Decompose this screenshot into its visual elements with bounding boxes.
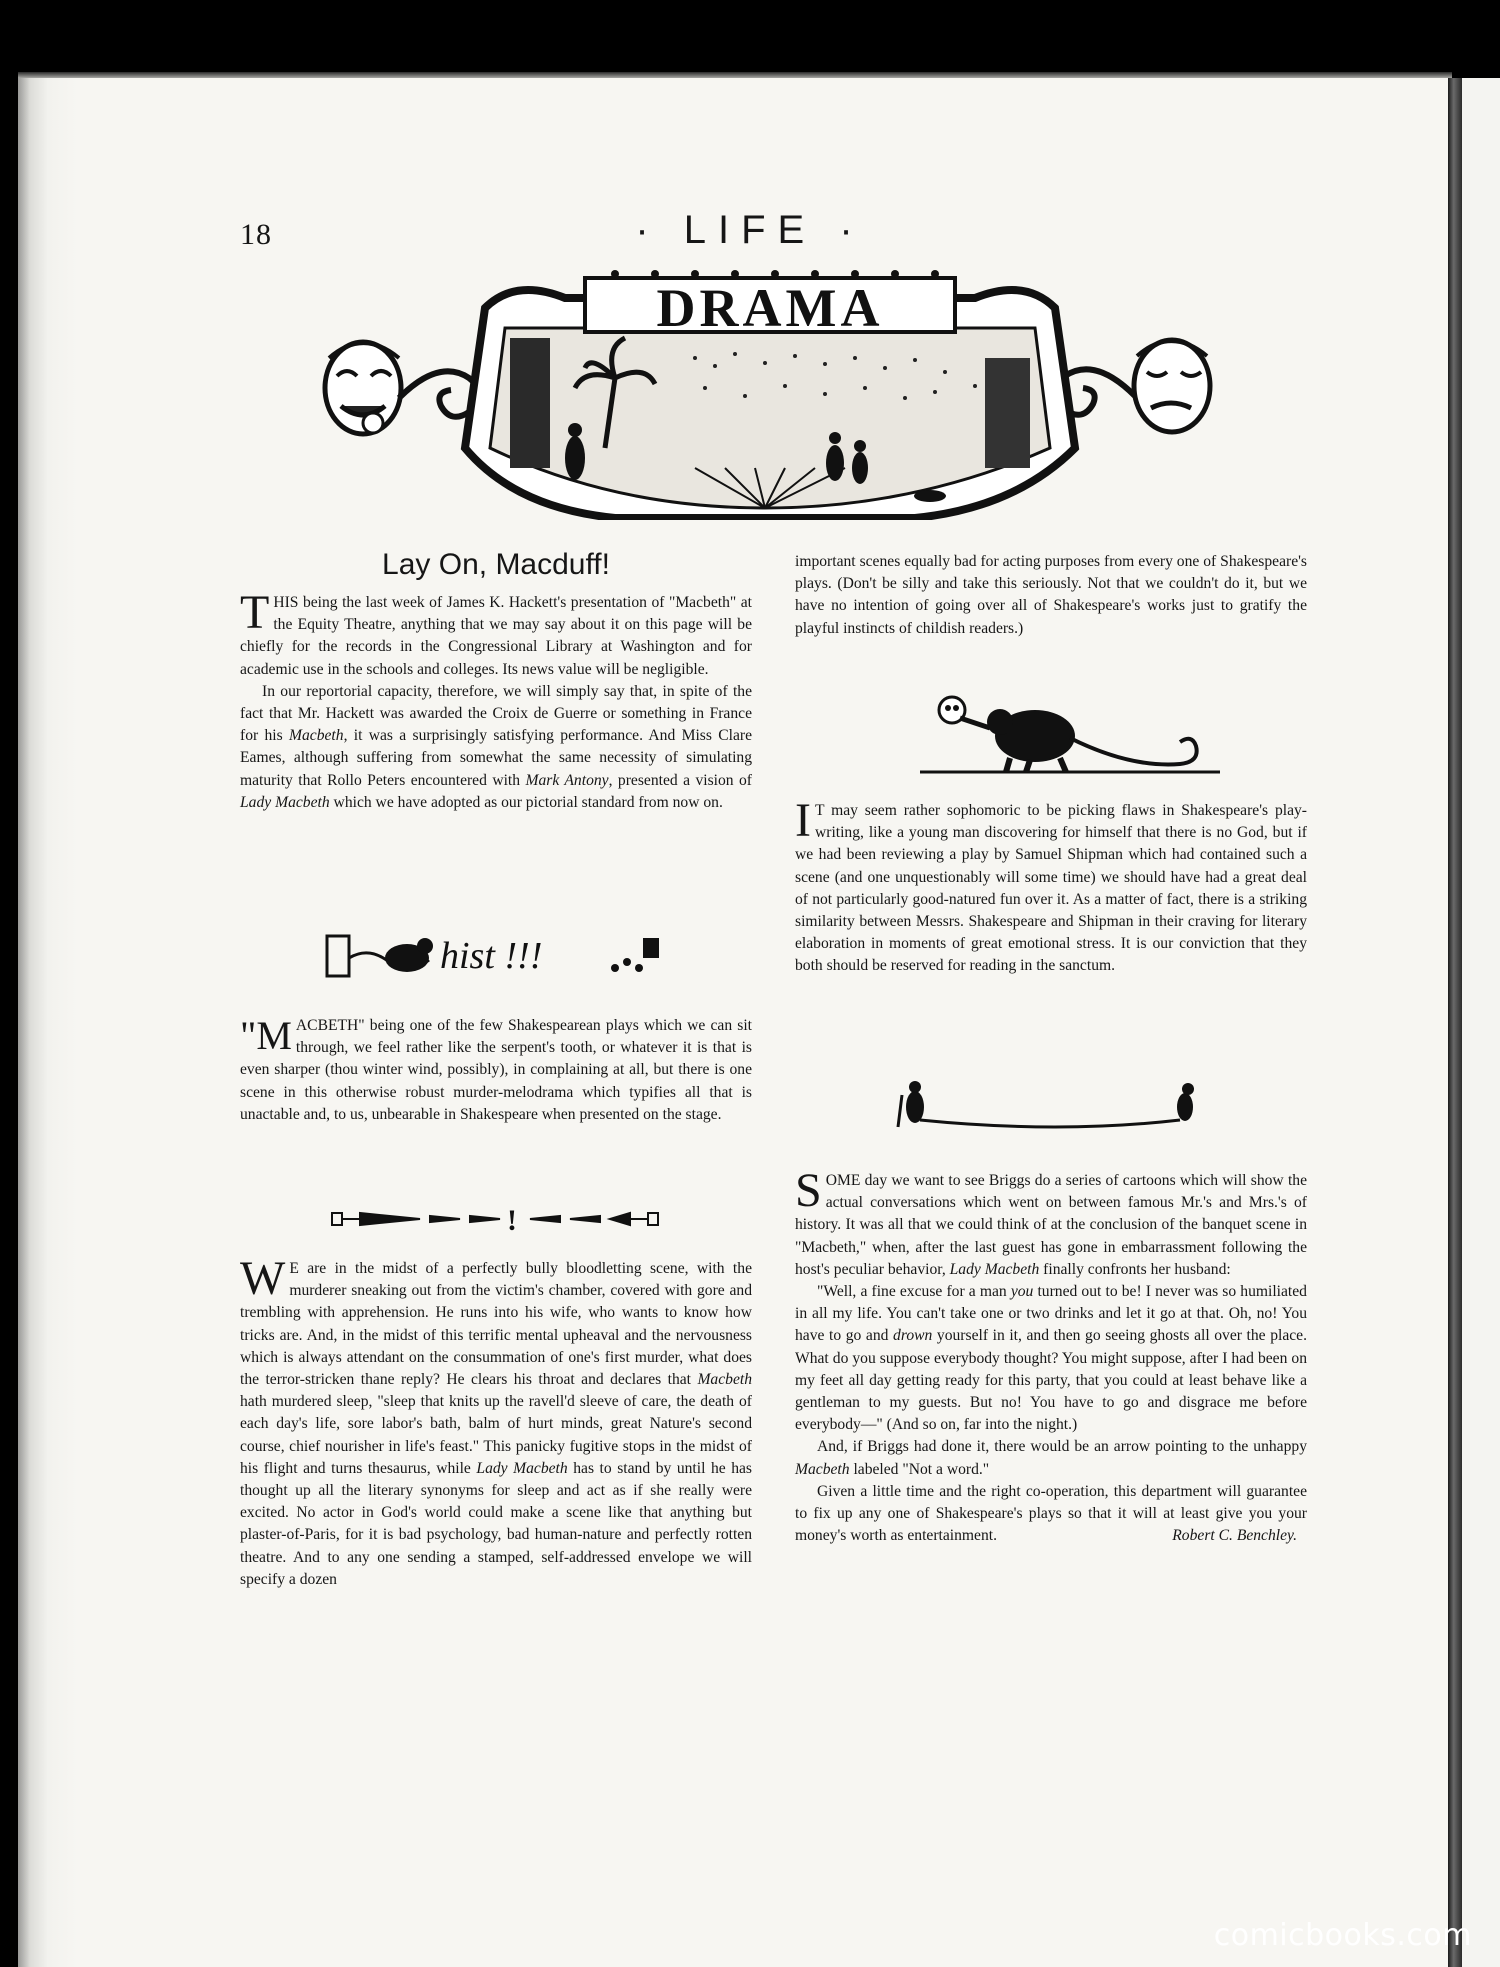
drop-cap: W bbox=[240, 1252, 286, 1305]
drop-cap: I bbox=[795, 794, 811, 847]
paragraph-macbeth-plays: "MACBETH" being one of the few Shakespearean plays which we can sit through, we feel rather like the serpent's tooth, or whatever it is that is even sharper (thou winter wind, possibly), in complaining at all, but there is one scene in this otherwise robust murder-melodrama which typifies all that is unactable and, to us, unbearable in Shakespeare when presented on the stage. bbox=[240, 1013, 752, 1123]
paragraph-bloodletting: W E are in the midst of a perfectly bully bloodletting scene, with the murderer sneaking out from the victim's chamber, covered with gore and trembling with apprehension. He runs into his wife, who wants to know how tricks are. And, in the midst of this terrific mental upheaval and the nervousness which is always attendant on the consummation of one's first murder, what does the terror-stricken thane reply? He clears his throat and declares that Macbeth hath murdered sleep, "sleep that knits up the ravell'd sleeve of care, the death of each day's life, sore labor's bath, balm of hurt minds, great Nature's second course, chief nourisher in life's feast." This panicky fugitive stops in the midst of his flight and turns thesaurus, while Lady Macbeth has to stand by until he has thought up all the literary synonyms for sleep and act as if she really were excited. No actor in God's world could make a scene like that anything but plaster-of-Paris, for it is bad psychology, bad human-nature and perfectly rotten theatre. And to any one sending a stamped, self-addressed envelope we will specify a dozen bbox=[240, 1252, 753, 1588]
paragraph-sophomoric: I T may seem rather sophomoric to be picking flaws in Shakespeare's play-writing, like a young man discovering for himself that there is no God, but if we had been reviewing a play by Samuel Shipman which had contained such a scene (and one unquestionably will some time) we should have had a great deal of not particularly good-natured fun over it. As a matter of fact, there is a striking similarity between Messrs. Shakespeare and Shipman in their craving for literary elaboration in moments of great emotional stress. It is our conviction that they both should be reserved for reading in the sanctum. bbox=[795, 794, 1307, 975]
column-right-middle bbox=[795, 794, 1307, 978]
page-stack-edge bbox=[18, 78, 78, 1967]
daggers-ornament-icon bbox=[330, 1205, 660, 1233]
paragraph-closing: Given a little time and the right co-operation, this department will guarantee to fix up any one of Shakespeare's plays so that it will at least give you your money's worth as entertainment. Robert C. Benchley. bbox=[795, 1481, 1307, 1548]
hist-caption: hist !!! bbox=[440, 935, 543, 977]
page-number: 18 bbox=[240, 218, 272, 251]
drop-cap: T bbox=[240, 586, 270, 639]
paragraph-arrow: And, if Briggs had done it, there would be an arrow pointing to the unhappy Macbeth labeled "Not a word." bbox=[795, 1438, 1307, 1478]
comedy-mask-icon bbox=[325, 342, 401, 434]
column-right-bottom bbox=[795, 1164, 1307, 1547]
drama-banner-illustration bbox=[315, 268, 1220, 520]
column-left-top bbox=[240, 586, 752, 814]
facing-page-strip bbox=[1462, 78, 1500, 1967]
column-right-top bbox=[795, 551, 1307, 640]
paragraph-continuation: important scenes equally bad for acting purposes from every one of Shakespeare's plays. (Don't be silly and take this seriously. Not that we couldn't do it, but we have no intention of going over all of Shakespeare's works just to gratify the playful instincts of childish readers.) bbox=[795, 553, 1307, 637]
paragraph-dialogue: "Well, a fine excuse for a man you turned out to be! I never was so humiliated in all my life. You can't take one or two drinks and let it go at that. Oh, no! You have to go and drown yourself in it, and then go seeing ghosts all over the place. What do you suppose everybody thought? You might suppose, after I had been on my feet all day getting ready for this party, that you could at least behave like a gentleman to my guests. But no! You have to go and disgrace me before everybody—" (And so on, far into the night.) bbox=[795, 1283, 1307, 1434]
banner-heading: DRAMA bbox=[656, 278, 884, 338]
drop-cap: S bbox=[795, 1164, 822, 1217]
column-left-bottom bbox=[240, 1252, 753, 1591]
tragedy-mask-icon bbox=[1134, 340, 1210, 432]
dagger-mark: ! bbox=[507, 1205, 517, 1233]
binding-spine bbox=[1448, 78, 1462, 1967]
author-signature: Robert C. Benchley. bbox=[1172, 1527, 1297, 1545]
drop-cap: "M bbox=[240, 1013, 292, 1058]
running-head: · LIFE · bbox=[635, 208, 865, 252]
watermark-logo: comicbooks.com bbox=[1213, 1918, 1472, 1953]
paragraph-review: In our reportorial capacity, therefore, we will simply say that, in spite of the fact that Mr. Hackett was awarded the Croix de Guerre or something in France for his Macbeth, it was a surprisingly satisfying performance. And Miss Clare Eames, although suffering from somewhat the same necessity of simulating maturity that Rollo Peters encountered with Mark Antony, presented a vision of Lady Macbeth which we have adopted as our pictorial standard from now on. bbox=[240, 682, 752, 811]
column-left-middle bbox=[240, 1015, 752, 1126]
paragraph-intro: THIS being the last week of James K. Hackett's presentation of "Macbeth" at the Equity Theatre, anything that we may say about it on this page will be chiefly for the records in the Congressional Library at Washington and for academic use in the schools and colleges. Its news value will be negligible. bbox=[240, 586, 752, 678]
article-title: Lay On, Macduff! bbox=[382, 548, 610, 581]
hist-ornament-illustration bbox=[325, 928, 665, 988]
figures-rope-illustration bbox=[880, 1075, 1210, 1135]
paragraph-briggs: SOME day we want to see Briggs do a series of cartoons which will show the actual conversations which went on between famous Mr.'s and Mrs.'s of history. It was all that we could think of at the conclusion of the banquet scene in "Macbeth," when, after the last guest has gone in embarrassment following the host's peculiar behavior, Lady Macbeth finally confronts her husband: bbox=[795, 1164, 1307, 1278]
monkey-with-skull-illustration bbox=[920, 688, 1220, 778]
